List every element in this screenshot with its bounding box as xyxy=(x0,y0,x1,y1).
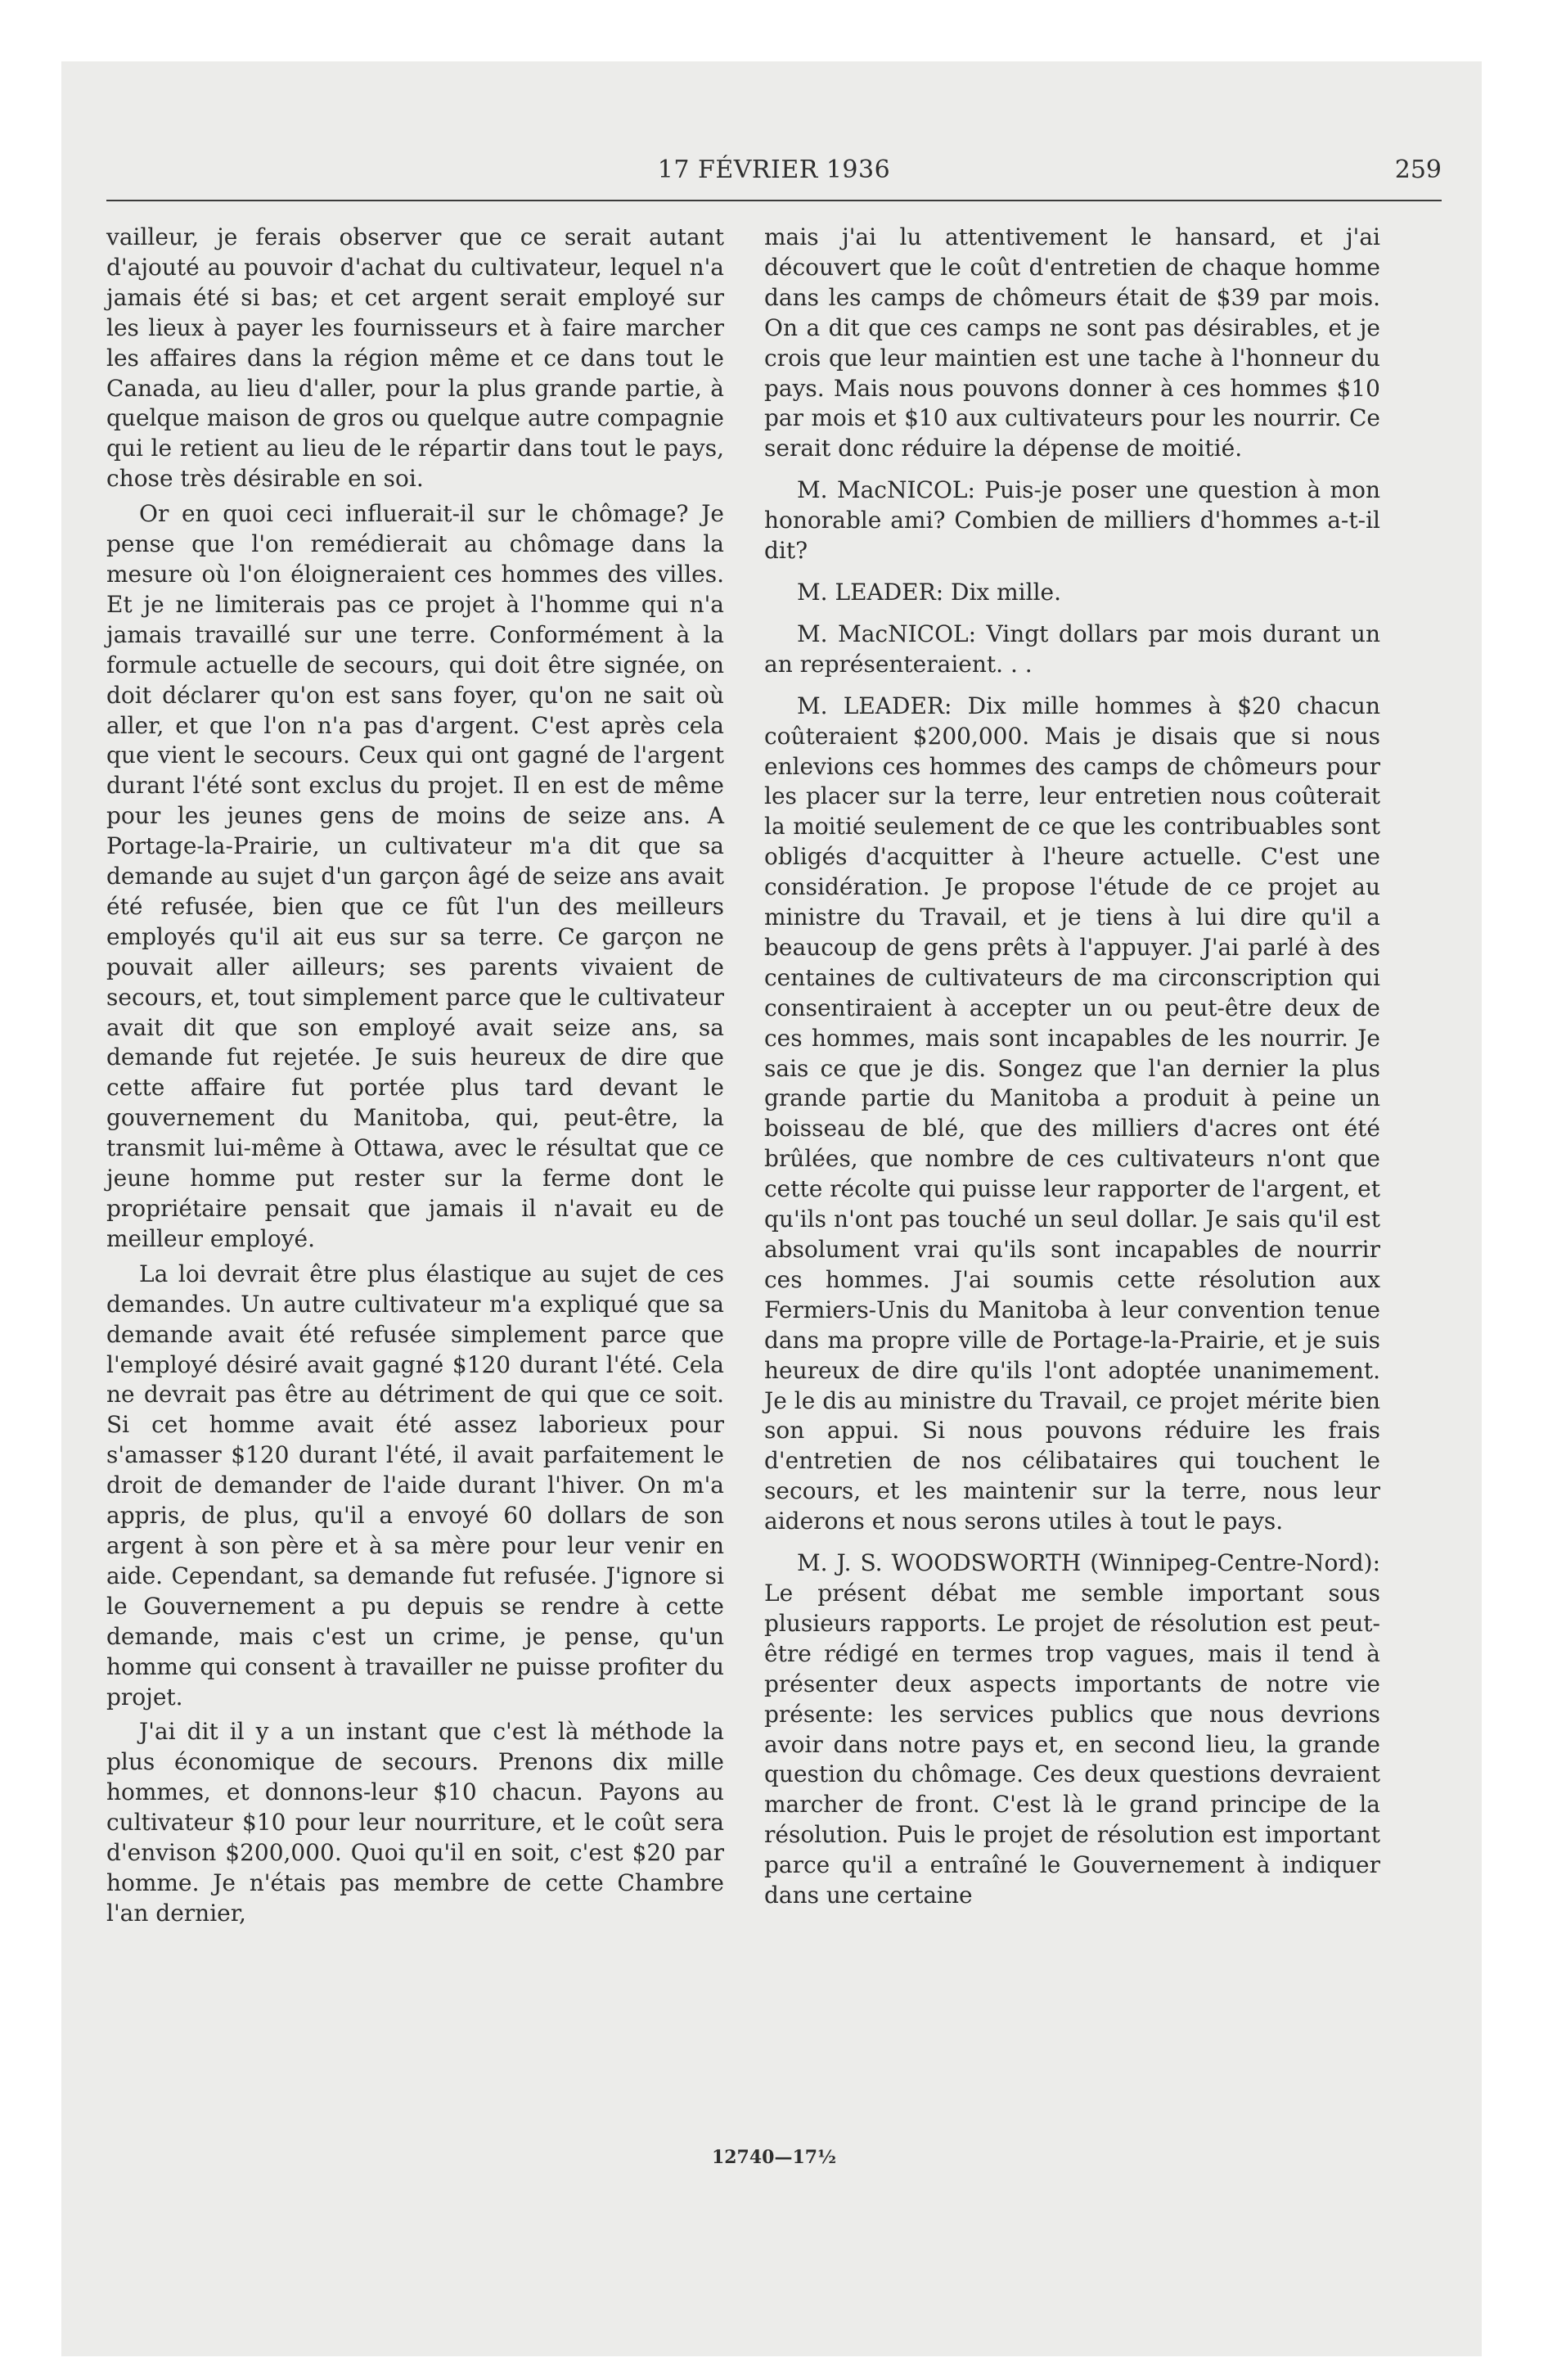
header-rule xyxy=(106,200,1442,201)
paragraph: M. MacNICOL: Vingt dollars par mois durant un an représenteraient. . . xyxy=(764,620,1380,678)
right-column xyxy=(764,223,1380,1911)
left-column xyxy=(106,223,724,1929)
paragraph: Or en quoi ceci influerait-il sur le chômage? Je pense que l'on remédierait au chômage dans la mesure où l'on éloigneraient ces hommes des villes. Et je ne limiterais pas ce projet à l'homme qui n'a jamais travaillé sur une terre. Conformément à la formule actuelle de secours, qui doit être signée, on doit déclarer qu'on est sans foyer, qu'on ne sait où aller, et que l'on n'a pas d'argent. C'est après cela que vient le secours. Ceux qui ont gagné de l'argent durant l'été sont exclus du projet. Il en est de même pour les jeunes gens de moins de seize ans. A Portage-la-Prairie, un cultivateur m'a dit que sa demande au sujet d'un garçon âgé de seize ans avait été refusée, bien que ce fût l'un des meilleurs employés qu'il ait eus sur sa terre. Ce garçon ne pouvait aller ailleurs; ses parents vivaient de secours, et, tout simplement parce que le cultivateur avait dit que son employé avait seize ans, sa demande fut rejetée. Je suis heureux de dire que cette affaire fut portée plus tard devant le gouvernement du Manitoba, qui, peut-être, la transmit lui-même à Ottawa, avec le résultat que ce jeune homme put rester sur la ferme dont le propriétaire pensait que jamais il n'avait eu de meilleur employé. xyxy=(106,500,724,1252)
paragraph: M. MacNICOL: Puis-je poser une question à mon honorable ami? Combien de milliers d'hommes a-t-il dit? xyxy=(764,476,1380,565)
page-date: 17 FÉVRIER 1936 xyxy=(657,156,891,184)
paragraph: M. LEADER: Dix mille. xyxy=(797,578,1062,606)
footer-print-code: 12740—17½ xyxy=(711,2147,837,2168)
paragraph: J'ai dit il y a un instant que c'est là méthode la plus économique de secours. Prenons dix mille hommes, et donnons-leur $10 chacun. Payons au cultivateur $10 pour leur nourriture, et le coût sera d'envison $200,000. Quoi qu'il en soit, c'est $20 par homme. Je n'étais pas membre de cette Chambre l'an dernier, xyxy=(106,1718,724,1927)
paragraph: M. LEADER: Dix mille hommes à $20 chacun coûteraient $200,000. Mais je disais que si nous enlevions ces hommes des camps de chômeurs pour les placer sur la terre, leur entretien nous coûterait la moitié seulement de ce que les contribuables sont obligés d'acquitter à l'heure actuelle. C'est une considération. Je propose l'étude de ce projet au ministre du Travail, et je tiens à lui dire qu'il a beaucoup de gens prêts à l'appuyer. J'ai parlé à des centaines de cultivateurs de ma circonscription qui consentiraient à accepter un ou peut-être deux de ces hommes, mais sont incapables de les nourrir. Je sais ce que je dis. Songez que l'an dernier la plus grande partie du Manitoba a produit à peine un boisseau de blé, que des milliers d'acres ont été brûlées, que nombre de ces cultivateurs n'ont que cette récolte qui puisse leur rapporter de l'argent, et qu'ils n'ont pas touché un seul dollar. Je sais qu'il est absolument vrai qu'ils sont incapables de nourrir ces hommes. J'ai soumis cette résolution aux Fermiers-Unis du Manitoba à leur convention tenue dans ma propre ville de Portage-la-Prairie, et je suis heureux de dire qu'ils l'ont adoptée unanimement. Je le dis au ministre du Travail, ce projet mérite bien son appui. Si nous pouvons réduire les frais d'entretien de nos célibataires qui touchent le secours, et les maintenir sur la terre, nous leur aiderons et nous serons utiles à tout le pays. xyxy=(764,692,1380,1535)
paragraph: La loi devrait être plus élastique au sujet de ces demandes. Un autre cultivateur m'a expliqué que sa demande avait été refusée simplement parce que l'employé désiré avait gagné $120 durant l'été. Cela ne devrait pas être au détriment de qui que ce soit. Si cet homme avait été assez laborieux pour s'amasser $120 durant l'été, il avait parfaitement le droit de demander de l'aide durant l'hiver. On m'a appris, de plus, qu'il a envoyé 60 dollars de son argent à son père et à sa mère pour leur venir en aide. Cependant, sa demande fut refusée. J'ignore si le Gouvernement a pu depuis se rendre à cette demande, mais c'est un crime, je pense, qu'un homme qui consent à travailler ne puisse profiter du projet. xyxy=(106,1260,724,1711)
page-number: 259 xyxy=(1394,156,1442,184)
paragraph: M. J. S. WOODSWORTH (Winnipeg-Centre-Nord): Le présent débat me semble important sous plusieurs rapports. Le projet de résolution est peut-être rédigé en termes trop vagues, mais il tend à présenter deux aspects importants de notre vie présente: les services publics que nous devrions avoir dans notre pays et, en second lieu, la grande question du chômage. Ces deux questions devraient marcher de front. C'est là le grand principe de la résolution. Puis le projet de résolution est important parce qu'il a entraîné le Gouvernement à indiquer dans une certaine xyxy=(764,1549,1380,1909)
paragraph: mais j'ai lu attentivement le hansard, et j'ai découvert que le coût d'entretien de chaque homme dans les camps de chômeurs était de $39 par mois. On a dit que ces camps ne sont pas désirables, et je crois que leur maintien est une tache à l'honneur du pays. Mais nous pouvons donner à ces hommes $10 par mois et $10 aux cultivateurs pour les nourrir. Ce serait donc réduire la dépense de moitié. xyxy=(764,223,1380,462)
paragraph: vailleur, je ferais observer que ce serait autant d'ajouté au pouvoir d'achat du cultivateur, lequel n'a jamais été si bas; et cet argent serait employé sur les lieux à payer les fournisseurs et à faire marcher les affaires dans la région même et ce dans tout le Canada, au lieu d'aller, pour la plus grande partie, à quelque maison de gros ou quelque autre compagnie qui le retient au lieu de le répartir dans tout le pays, chose très désirable en soi. xyxy=(106,223,724,493)
page-header xyxy=(106,156,1442,188)
